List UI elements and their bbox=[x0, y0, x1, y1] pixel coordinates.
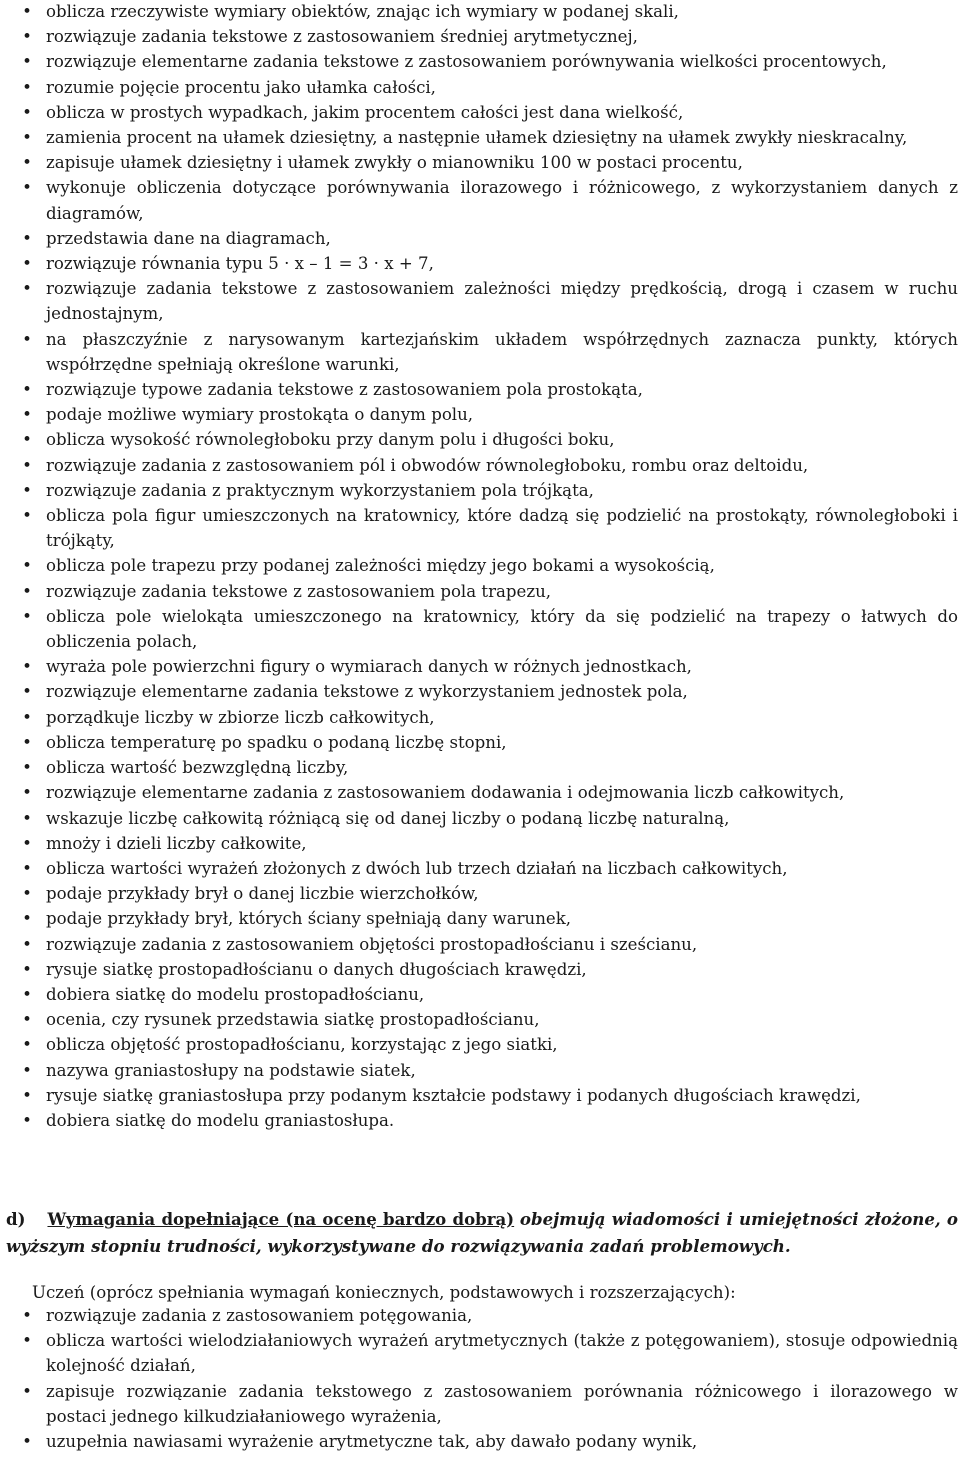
list-item bbox=[0, 1032, 958, 1057]
bullet-icon: • bbox=[22, 254, 32, 274]
list-item bbox=[0, 553, 958, 578]
list-item bbox=[0, 1083, 958, 1108]
list-item-text: na płaszczyźnie z narysowanym kartezjańskim układem współrzędnych zaznacza punkty, których współrzędne spełniają określone warunki, bbox=[46, 329, 958, 374]
list-item bbox=[0, 679, 958, 704]
list-item bbox=[0, 1058, 958, 1083]
list-item bbox=[0, 503, 958, 553]
bullet-icon: • bbox=[22, 128, 32, 148]
list-item-text: zapisuje ułamek dziesiętny i ułamek zwykły o mianowniku 100 w postaci procentu, bbox=[46, 153, 743, 173]
bullet-icon: • bbox=[22, 758, 32, 778]
list-item bbox=[0, 579, 958, 604]
list-item-text: rozwiązuje zadania tekstowe z zastosowaniem pola trapezu, bbox=[46, 581, 552, 601]
list-item-text: oblicza temperaturę po spadku o podaną liczbę stopni, bbox=[46, 732, 507, 752]
requirements-list-d bbox=[0, 1303, 958, 1454]
list-item-text: rozwiązuje elementarne zadania tekstowe z zastosowaniem porównywania wielkości procentowych, bbox=[46, 52, 887, 72]
list-item bbox=[0, 1328, 958, 1378]
list-item bbox=[0, 932, 958, 957]
list-item bbox=[0, 982, 958, 1007]
list-item bbox=[0, 327, 958, 377]
list-item-text: dobiera siatkę do modelu graniastosłupa. bbox=[46, 1110, 395, 1130]
list-item bbox=[0, 402, 958, 427]
list-item bbox=[0, 705, 958, 730]
bullet-icon: • bbox=[22, 606, 32, 626]
bullet-icon: • bbox=[22, 556, 32, 576]
bullet-icon: • bbox=[22, 455, 32, 475]
list-item-text: dobiera siatkę do modelu prostopadłościanu, bbox=[46, 984, 425, 1004]
list-item-text: rozwiązuje zadania z zastosowaniem pól i obwodów równoległoboku, rombu oraz deltoidu, bbox=[46, 455, 809, 475]
list-item-text: porządkuje liczby w zbiorze liczb całkowitych, bbox=[46, 707, 435, 727]
list-item-text: oblicza wartość bezwzględną liczby, bbox=[46, 758, 349, 778]
bullet-icon: • bbox=[22, 506, 32, 526]
bullet-icon: • bbox=[22, 77, 32, 97]
bullet-icon: • bbox=[22, 1035, 32, 1055]
list-item bbox=[0, 806, 958, 831]
bullet-icon: • bbox=[22, 909, 32, 929]
bullet-icon: • bbox=[22, 279, 32, 299]
bullet-icon: • bbox=[22, 934, 32, 954]
list-item-text: rozwiązuje zadania tekstowe z zastosowaniem średniej arytmetycznej, bbox=[46, 27, 638, 47]
list-item-text: rozwiązuje elementarne zadania tekstowe z wykorzystaniem jednostek pola, bbox=[46, 682, 688, 702]
list-item-text: nazywa graniastosłupy na podstawie siatek, bbox=[46, 1060, 416, 1080]
list-item bbox=[0, 75, 958, 100]
list-item bbox=[0, 478, 958, 503]
list-item-text: oblicza wartości wyrażeń złożonych z dwóch lub trzech działań na liczbach całkowitych, bbox=[46, 858, 788, 878]
list-item bbox=[0, 175, 958, 225]
section-letter: d) bbox=[6, 1209, 26, 1229]
list-item bbox=[0, 1108, 958, 1133]
bullet-icon: • bbox=[22, 405, 32, 425]
list-item-text: rysuje siatkę prostopadłościanu o danych długościach krawędzi, bbox=[46, 959, 587, 979]
bullet-icon: • bbox=[22, 1085, 32, 1105]
bullet-icon: • bbox=[22, 707, 32, 727]
list-item-text: oblicza w prostych wypadkach, jakim procentem całości jest dana wielkość, bbox=[46, 102, 684, 122]
list-item-text: przedstawia dane na diagramach, bbox=[46, 228, 331, 248]
list-item-text: oblicza wysokość równoległoboku przy danym polu i długości boku, bbox=[46, 430, 615, 450]
list-item bbox=[0, 957, 958, 982]
list-item bbox=[0, 831, 958, 856]
list-item bbox=[0, 0, 958, 24]
list-item-text: podaje przykłady brył o danej liczbie wierzchołków, bbox=[46, 884, 479, 904]
bullet-icon: • bbox=[22, 1110, 32, 1130]
list-item bbox=[0, 251, 958, 276]
list-item bbox=[0, 856, 958, 881]
bullet-icon: • bbox=[22, 1331, 32, 1351]
list-item bbox=[0, 377, 958, 402]
list-item-text: ocenia, czy rysunek przedstawia siatkę prostopadłościanu, bbox=[46, 1010, 540, 1030]
list-item-text: rozwiązuje zadania z praktycznym wykorzystaniem pola trójkąta, bbox=[46, 480, 594, 500]
list-item bbox=[0, 1303, 958, 1328]
list-item-text: oblicza pola figur umieszczonych na kratownicy, które dadzą się podzielić na prostokąty, równoległoboki i trójkąty, bbox=[46, 506, 958, 551]
list-item-text: oblicza objętość prostopadłościanu, korzystając z jego siatki, bbox=[46, 1035, 558, 1055]
bullet-icon: • bbox=[22, 783, 32, 803]
bullet-icon: • bbox=[22, 1381, 32, 1401]
list-item bbox=[0, 906, 958, 931]
list-item-text: podaje możliwe wymiary prostokąta o danym polu, bbox=[46, 405, 474, 425]
list-item bbox=[0, 226, 958, 251]
list-item bbox=[0, 100, 958, 125]
bullet-icon: • bbox=[22, 153, 32, 173]
bullet-icon: • bbox=[22, 581, 32, 601]
list-item-text: wyraża pole powierzchni figury o wymiarach danych w różnych jednostkach, bbox=[46, 657, 692, 677]
list-item-text: oblicza rzeczywiste wymiary obiektów, znając ich wymiary w podanej skali, bbox=[46, 2, 679, 21]
section-title: Wymagania dopełniające (na ocenę bardzo dobrą) bbox=[47, 1209, 515, 1229]
list-item-text: rozumie pojęcie procentu jako ułamka całości, bbox=[46, 77, 436, 97]
list-item-text: wykonuje obliczenia dotyczące porównywania ilorazowego i różnicowego, z wykorzystaniem danych z diagramów, bbox=[46, 178, 958, 223]
list-item-text: oblicza pole trapezu przy podanej zależności między jego bokami a wysokością, bbox=[46, 556, 715, 576]
list-item-text: rozwiązuje zadania z zastosowaniem objętości prostopadłościanu i sześcianu, bbox=[46, 934, 698, 954]
bullet-icon: • bbox=[22, 732, 32, 752]
list-item-text: oblicza pole wielokąta umieszczonego na kratownicy, który da się podzielić na trapezy o łatwych do obliczenia polach, bbox=[46, 606, 958, 652]
list-item-text: zapisuje rozwiązanie zadania tekstowego z zastosowaniem porównania różnicowego i ilorazowego w postaci jednego kilkudziałaniowego wyrażenia, bbox=[46, 1381, 958, 1426]
list-item-text: mnoży i dzieli liczby całkowite, bbox=[46, 833, 307, 853]
list-item bbox=[0, 881, 958, 906]
bullet-icon: • bbox=[22, 178, 32, 198]
list-item bbox=[0, 24, 958, 49]
bullet-icon: • bbox=[22, 1432, 32, 1452]
list-item bbox=[0, 604, 958, 654]
list-item bbox=[0, 453, 958, 478]
list-item-text: rozwiązuje zadania tekstowe z zastosowaniem zależności między prędkością, drogą i czasem w ruchu jednostajnym, bbox=[46, 279, 958, 324]
list-item-text: rozwiązuje zadania z zastosowaniem potęgowania, bbox=[46, 1306, 473, 1325]
bullet-icon: • bbox=[22, 884, 32, 904]
bullet-icon: • bbox=[22, 682, 32, 702]
list-item bbox=[0, 1379, 958, 1429]
section-description: obejmują wiadomości i umiejętności złożone, o wyższym stopniu trudności, wykorzystywane do rozwiązywania zadań problemowych. bbox=[6, 1209, 958, 1256]
bullet-icon: • bbox=[22, 52, 32, 72]
list-item bbox=[0, 1429, 958, 1454]
list-item bbox=[0, 125, 958, 150]
list-item bbox=[0, 755, 958, 780]
list-item-text: uzupełnia nawiasami wyrażenie arytmetyczne tak, aby dawało podany wynik, bbox=[46, 1432, 698, 1452]
list-item bbox=[0, 654, 958, 679]
bullet-icon: • bbox=[22, 1060, 32, 1080]
list-item-text: rozwiązuje elementarne zadania z zastosowaniem dodawania i odejmowania liczb całkowitych, bbox=[46, 783, 845, 803]
bullet-icon: • bbox=[22, 380, 32, 400]
bullet-icon: • bbox=[22, 808, 32, 828]
list-item bbox=[0, 1007, 958, 1032]
list-item bbox=[0, 150, 958, 175]
list-item-text: podaje przykłady brył, których ściany spełniają dany warunek, bbox=[46, 909, 572, 929]
list-item-text: rysuje siatkę graniastosłupa przy podanym kształcie podstawy i podanych długościach krawędzi, bbox=[46, 1085, 861, 1105]
list-item-text: oblicza wartości wielodziałaniowych wyrażeń arytmetycznych (także z potęgowaniem), stosuje odpowiednią kolejność działań, bbox=[46, 1331, 958, 1376]
list-item-text: wskazuje liczbę całkowitą różniącą się od danej liczby o podaną liczbę naturalną, bbox=[46, 808, 730, 828]
bullet-icon: • bbox=[22, 657, 32, 677]
bullet-icon: • bbox=[22, 228, 32, 248]
bullet-icon: • bbox=[22, 430, 32, 450]
section-d-heading bbox=[6, 1206, 958, 1260]
bullet-icon: • bbox=[22, 833, 32, 853]
bullet-icon: • bbox=[22, 959, 32, 979]
list-item bbox=[0, 276, 958, 326]
list-item-text: zamienia procent na ułamek dziesiętny, a następnie ułamek dziesiętny na ułamek zwykły nieskracalny, bbox=[46, 128, 908, 148]
list-item bbox=[0, 427, 958, 452]
list-item-text: rozwiązuje równania typu 5 · x – 1 = 3 · x + 7, bbox=[46, 254, 434, 274]
bullet-icon: • bbox=[22, 1010, 32, 1030]
bullet-icon: • bbox=[22, 27, 32, 47]
list-item bbox=[0, 780, 958, 805]
bullet-icon: • bbox=[22, 984, 32, 1004]
bullet-icon: • bbox=[22, 329, 32, 349]
list-item bbox=[0, 730, 958, 755]
list-item bbox=[0, 49, 958, 74]
bullet-icon: • bbox=[22, 102, 32, 122]
bullet-icon: • bbox=[22, 480, 32, 500]
bullet-icon: • bbox=[22, 1306, 32, 1325]
bullet-icon: • bbox=[22, 2, 32, 21]
intro-text: Uczeń (oprócz spełniania wymagań koniecznych, podstawowych i rozszerzających): bbox=[32, 1283, 736, 1302]
list-item-text: rozwiązuje typowe zadania tekstowe z zastosowaniem pola prostokąta, bbox=[46, 380, 643, 400]
bullet-icon: • bbox=[22, 858, 32, 878]
